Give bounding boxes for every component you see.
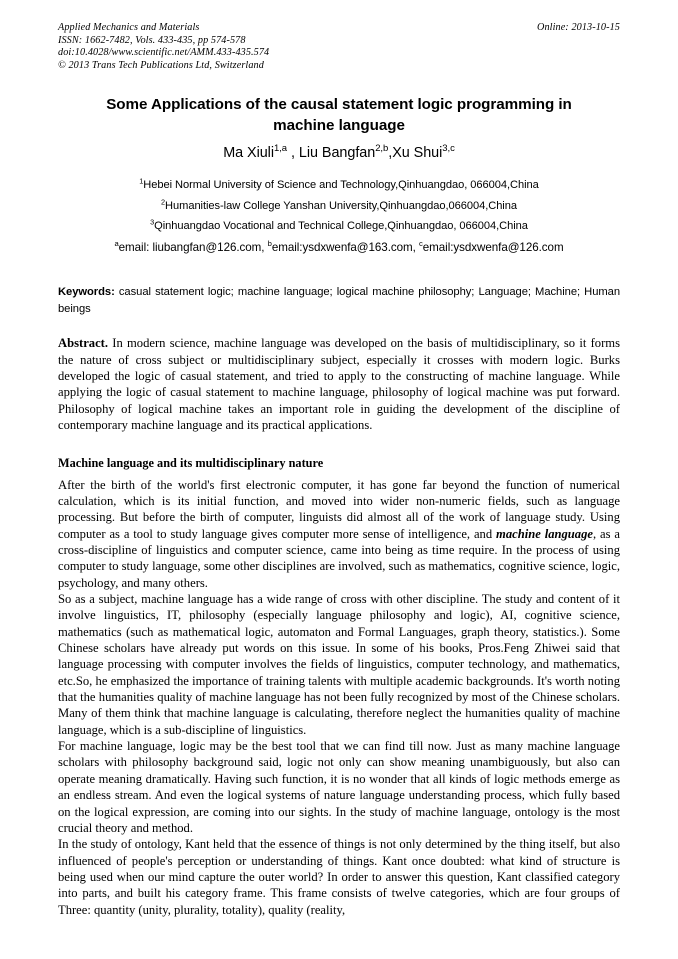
author-separator: ,: [388, 145, 393, 162]
email-line: [58, 238, 620, 259]
abstract-block: [58, 335, 620, 433]
title-block: [58, 94, 620, 163]
body-paragraph: In the study of ontology, Kant held that the essence of things is not only determined by the thing itself, but also influenced of people's perception or understanding of things. Kant once doubted: what kind of structure is being used when our mind capture the outer world? In order to answer this question, Kant classified category into parts, and built his category frame. This frame consists of twelve categories, which are four groups of Three: quantity (unity, plurality, totality), quality (reality,: [58, 837, 620, 917]
email-marker: c: [418, 239, 423, 249]
paragraph-text-pre: After the birth of the world's first electronic computer, it has gone far beyond the function of numerical calculation, which is its initial function, and moved into wider non-numeric fields, such as language processing. But before the birth of computer, linguists did almost all of the work of language study. Using computer as a tool to study language gives computer more sense of intelligence, and: [58, 477, 620, 541]
affiliation-block: [58, 175, 620, 258]
journal-doi-line: doi:10.4028/www.scientific.net/AMM.433-435.574: [58, 47, 270, 59]
affiliation-marker: 3: [150, 217, 155, 227]
paragraph-text-post: , as a cross-discipline of linguistics and computer science, came into being as time require. In the process of using computer to study language, some other disciplines are involved, such as mathematics, cognitive science, logic, psychology, and many others.: [58, 526, 621, 590]
affiliation-line: [58, 216, 620, 237]
email-text[interactable]: email:ysdxwenfa@163.com,: [271, 240, 416, 254]
page-title: Some Applications of the causal statement logic programming in machine language: [106, 96, 572, 135]
abstract-text: In modern science, machine language was developed on the basis of multidisciplinary, so it forms the nature of cross subject or multidisciplinary subject, especially it crosses with modern logic. Burks developed the logic of casual statement, and tried to apply to the constructing of machine language. While applying the logic of casual statement to machine language, philosophy of logical machine was put forward. Philosophy of logical machine takes an important role in guiding the development of the discipline of contemporary machine language and its practical applications.: [58, 336, 620, 433]
author-affiliation-marker: 3,c: [442, 143, 455, 155]
affiliation-line: [58, 175, 620, 196]
affiliation-text: Qinhuangdao Vocational and Technical College,Qinhuangdao, 066004,China: [154, 220, 528, 233]
journal-running-head: [58, 22, 620, 72]
online-publication-date: Online: 2013-10-15: [536, 22, 620, 33]
email-text[interactable]: email:ysdxwenfa@126.com: [422, 240, 564, 254]
author-name: Ma Xiuli: [223, 145, 274, 162]
body-paragraph: So as a subject, machine language has a wide range of cross with other discipline. The study and content of it involve linguistics, IT, philosophy (especially language philosophy and logic), AI, cognitive science, mathematics (such as mathematical logic, automaton and Formal Languages, graph theory, statistics.). Some Chinese scholars have already put words on this issue. In some of his books, Pros.Feng Zhiwei said that language processing with computer involves the fields of linguistics, computer technology, and mathematics, etc.So, he emphasized the importance of training talents with multiple academic backgrounds. It's worth noting that the humanities quality of machine language has not been fully recognized by most of the Chinese scholars. Many of them think that machine language is calculating, therefore neglect the humanities quality of machine language, which is a sub-discipline of linguistics.: [58, 592, 620, 737]
affiliation-marker: 1: [139, 176, 144, 186]
keywords-block: [58, 284, 620, 317]
author-list: [58, 143, 620, 163]
affiliation-line: [58, 196, 620, 217]
affiliation-text: Hebei Normal University of Science and Technology,Qinhuangdao, 066004,China: [143, 179, 539, 192]
author-affiliation-marker: 1,a: [273, 143, 288, 155]
keywords-text: casual statement logic; machine language; logical machine philosophy; Language; Machine; Human beings: [58, 286, 621, 315]
author-affiliation-marker: 2,b: [375, 143, 389, 155]
emphasized-term: machine language: [496, 526, 593, 541]
author-separator: ,: [287, 145, 299, 162]
journal-issn-line: ISSN: 1662-7482, Vols. 433-435, pp 574-578: [58, 34, 246, 46]
email-text[interactable]: email: liubangfan@126.com,: [118, 240, 265, 254]
abstract-label: Abstract.: [58, 336, 109, 351]
journal-name: Applied Mechanics and Materials: [58, 22, 200, 33]
body-paragraph: For machine language, logic may be the best tool that we can find till now. Just as many machine language scholars with philosophy background said, logic not only can show meaning unambiguously, but also can operate meaning dramatically. Having such function, it is no wonder that all kinds of logic methods emerge as an endless stream. And even the logical systems of nature language understanding process, which fully based on the logical expression, are coming into our sights. In the study of machine language, ontology is the most crucial theory and method.: [58, 739, 620, 835]
author-entry: [299, 145, 388, 161]
section-heading: Machine language and its multidisciplinary nature: [58, 455, 324, 470]
affiliation-marker: 2: [161, 197, 166, 207]
email-marker: b: [267, 239, 272, 249]
author-entry: [223, 145, 287, 161]
author-name: Liu Bangfan: [298, 145, 376, 162]
email-marker: a: [114, 239, 119, 249]
author-name: Xu Shui: [392, 145, 443, 162]
affiliation-text: Humanities-law College Yanshan University,Qinhuangdao,066004,China: [165, 199, 517, 212]
author-entry: [392, 145, 455, 161]
journal-copyright-line: © 2013 Trans Tech Publications Ltd, Switzerland: [58, 59, 264, 71]
body-paragraph: [58, 477, 620, 591]
keywords-label: Keywords:: [58, 286, 115, 299]
